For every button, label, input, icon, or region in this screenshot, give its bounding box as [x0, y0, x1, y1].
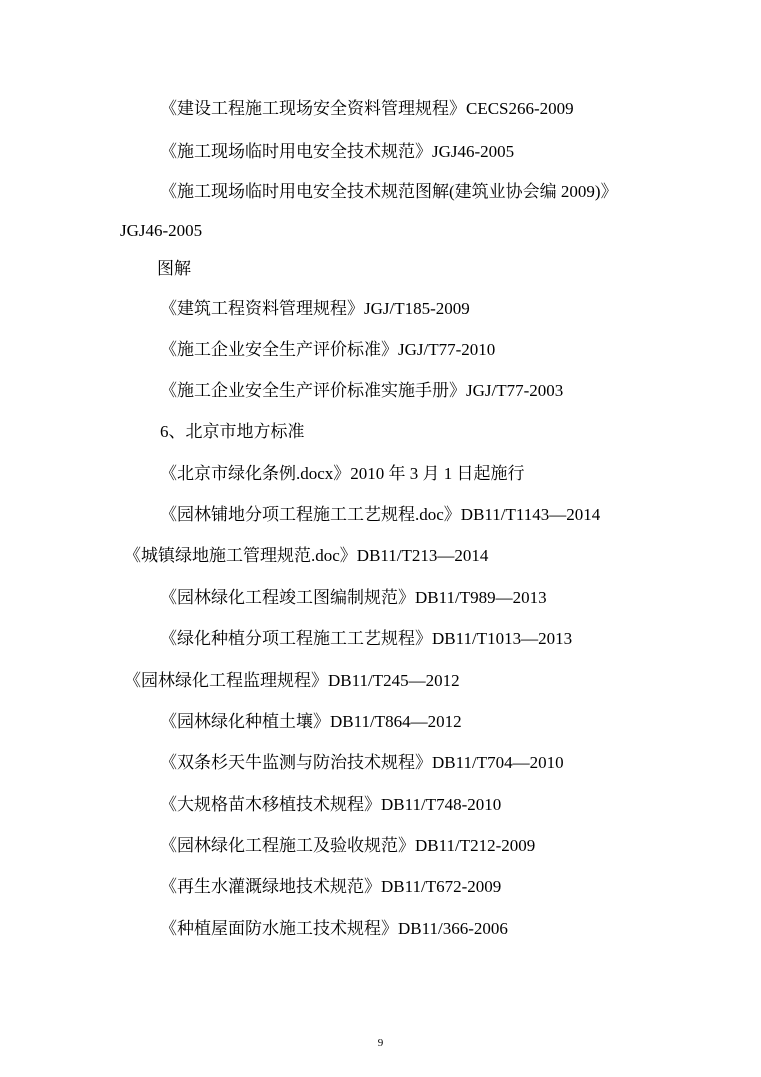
standard-entry: 《建筑工程资料管理规程》JGJ/T185-2009	[160, 299, 470, 318]
standard-entry: 《施工现场临时用电安全技术规范图解(建筑业协会编 2009)》	[160, 182, 618, 201]
standard-entry: 《施工企业安全生产评价标准》JGJ/T77-2010	[160, 340, 496, 359]
standard-entry: 《双条杉天牛监测与防治技术规程》DB11/T704—2010	[160, 753, 564, 772]
standard-entry: 《大规格苗木移植技术规程》DB11/T748-2010	[160, 795, 502, 814]
standard-entry: 《建设工程施工现场安全资料管理规程》CECS266-2009	[160, 99, 574, 118]
standard-entry: 《园林绿化工程施工及验收规范》DB11/T212-2009	[160, 836, 536, 855]
standard-code: JGJ46-2005	[120, 221, 203, 240]
standard-entry: 《绿化种植分项工程施工工艺规程》DB11/T1013—2013	[160, 629, 573, 648]
section-heading: 6、北京市地方标准	[160, 422, 305, 441]
standard-entry: 《施工现场临时用电安全技术规范》JGJ46-2005	[160, 142, 515, 161]
standard-entry: 《施工企业安全生产评价标准实施手册》JGJ/T77-2003	[160, 381, 564, 400]
standard-entry: 《再生水灌溉绿地技术规范》DB11/T672-2009	[160, 877, 502, 896]
page-number: 9	[377, 1037, 384, 1049]
standard-entry: 《园林绿化工程竣工图编制规范》DB11/T989—2013	[160, 588, 547, 607]
standard-note: 图解	[157, 259, 191, 278]
standard-entry: 《园林绿化工程监理规程》DB11/T245—2012	[124, 671, 460, 690]
standard-entry: 《北京市绿化条例.docx》2010 年 3 月 1 日起施行	[160, 464, 525, 483]
standard-entry: 《种植屋面防水施工技术规程》DB11/366-2006	[160, 919, 508, 938]
standard-entry: 《园林绿化种植土壤》DB11/T864—2012	[160, 712, 462, 731]
standard-entry: 《城镇绿地施工管理规范.doc》DB11/T213—2014	[124, 546, 489, 565]
standard-entry: 《园林铺地分项工程施工工艺规程.doc》DB11/T1143—2014	[160, 505, 601, 524]
